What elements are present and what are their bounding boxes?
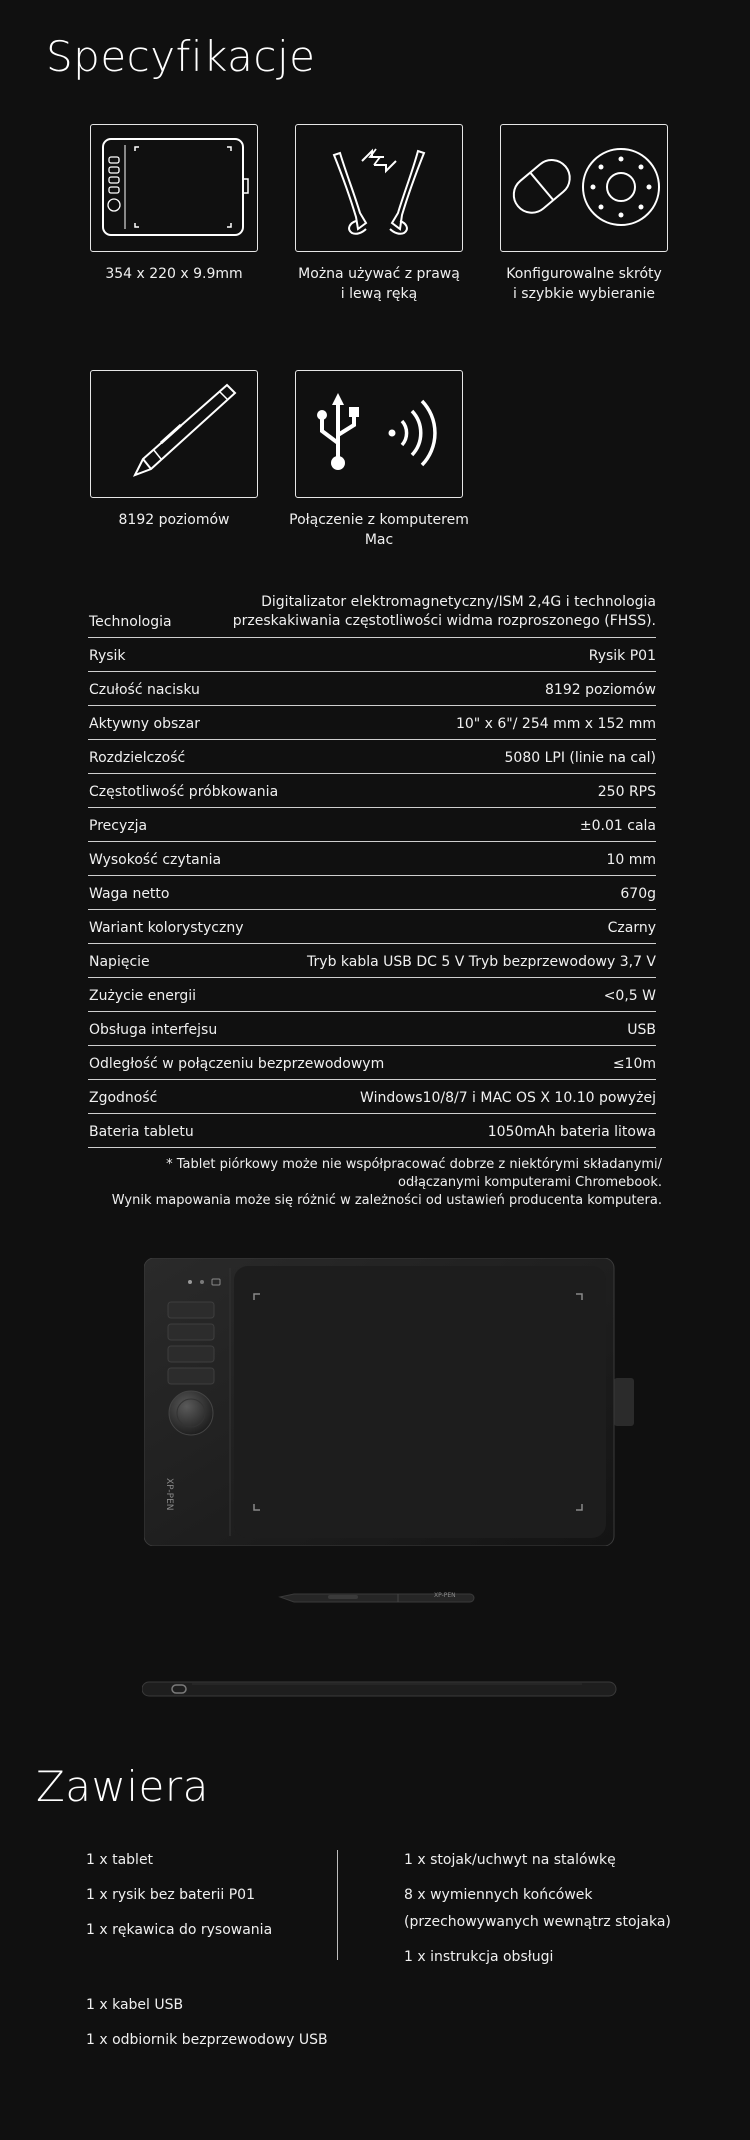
feature-icon-box — [295, 370, 463, 498]
feature-caption: 354 x 220 x 9.9mm — [105, 266, 243, 282]
table-row: Wysokość czytania 10 mm — [88, 842, 656, 876]
pen-logo: XP-PEN — [434, 1592, 456, 1599]
table-row: Zużycie energii <0,5 W — [88, 978, 656, 1012]
table-row: Obsługa interfejsu USB — [88, 1012, 656, 1046]
list-item: 1 x instrukcja obsługi — [404, 1949, 554, 1965]
table-row: Zgodność Windows10/8/7 i MAC OS X 10.10 powyżej — [88, 1080, 656, 1114]
tablet-icon — [91, 125, 256, 250]
table-row: Czułość nacisku 8192 poziomów — [88, 672, 656, 706]
left-right-hand-icon — [296, 125, 461, 250]
table-row: Precyzja ±0.01 cala — [88, 808, 656, 842]
table-row: Aktywny obszar 10" x 6"/ 254 mm x 152 mm — [88, 706, 656, 740]
feature-caption: Połączenie z komputerem Mac — [289, 512, 469, 548]
includes-left-list — [86, 1850, 272, 1955]
feature-icon-box — [90, 124, 258, 252]
usb-wireless-icon — [296, 371, 461, 496]
feature-caption: 8192 poziomów — [118, 512, 230, 528]
table-row: Odległość w połączeniu bezprzewodowym ≤10m — [88, 1046, 656, 1080]
divider — [337, 1850, 338, 1960]
table-row: Rysik Rysik P01 — [88, 638, 656, 672]
includes-title: Zawiera — [36, 1762, 209, 1811]
list-item: 1 x stojak/uchwyt na stalówkę — [404, 1852, 616, 1868]
table-row: Wariant kolorystyczny Czarny — [88, 910, 656, 944]
tablet-side-image — [142, 1676, 622, 1702]
pen-icon — [91, 371, 256, 496]
list-item: 8 x wymiennych końcówek — [404, 1887, 593, 1903]
shortcut-keys-dial-icon — [501, 125, 666, 250]
table-row: Napięcie Tryb kabla USB DC 5 V Tryb bezprzewodowy 3,7 V — [88, 944, 656, 978]
feature-icon-box — [295, 124, 463, 252]
list-item: (przechowywanych wewnątrz stojaka) — [404, 1914, 671, 1930]
table-row: Częstotliwość próbkowania 250 RPS — [88, 774, 656, 808]
includes-right-list — [404, 1850, 671, 1982]
list-item: 1 x kabel USB — [86, 1997, 184, 2013]
page-title: Specyfikacje — [46, 32, 316, 81]
tablet-product-image — [144, 1258, 640, 1546]
list-item: 1 x rękawica do rysowania — [86, 1922, 273, 1938]
feature-icon-box — [500, 124, 668, 252]
specs-table — [88, 594, 656, 1148]
table-row: Rozdzielczość 5080 LPI (linie na cal) — [88, 740, 656, 774]
includes-bottom-list — [86, 1995, 328, 2065]
feature-icon-box — [90, 370, 258, 498]
list-item: 1 x rysik bez baterii P01 — [86, 1887, 255, 1903]
feature-caption: Można używać z prawą i lewą ręką — [298, 266, 460, 302]
tablet-logo: XP-PEN — [164, 1478, 174, 1511]
footnote: * Tablet piórkowy może nie współpracować dobrze z niektórymi składanymi/ odłączanymi komputerami Chromebook. Wynik mapowania może się różnić w zależności od ustawień producenta komputera. — [111, 1157, 662, 1208]
table-row: Waga netto 670g — [88, 876, 656, 910]
list-item: 1 x tablet — [86, 1852, 154, 1868]
table-row: Bateria tabletu 1050mAh bateria litowa — [88, 1114, 656, 1148]
list-item: 1 x odbiornik bezprzewodowy USB — [86, 2032, 328, 2048]
table-row: Technologia Digitalizator elektromagnetyczny/ISM 2,4G i technologia przeskakiwania częstotliwości widma rozproszonego (FHSS). — [88, 598, 656, 638]
feature-caption: Konfigurowalne skróty i szybkie wybieranie — [506, 266, 662, 302]
